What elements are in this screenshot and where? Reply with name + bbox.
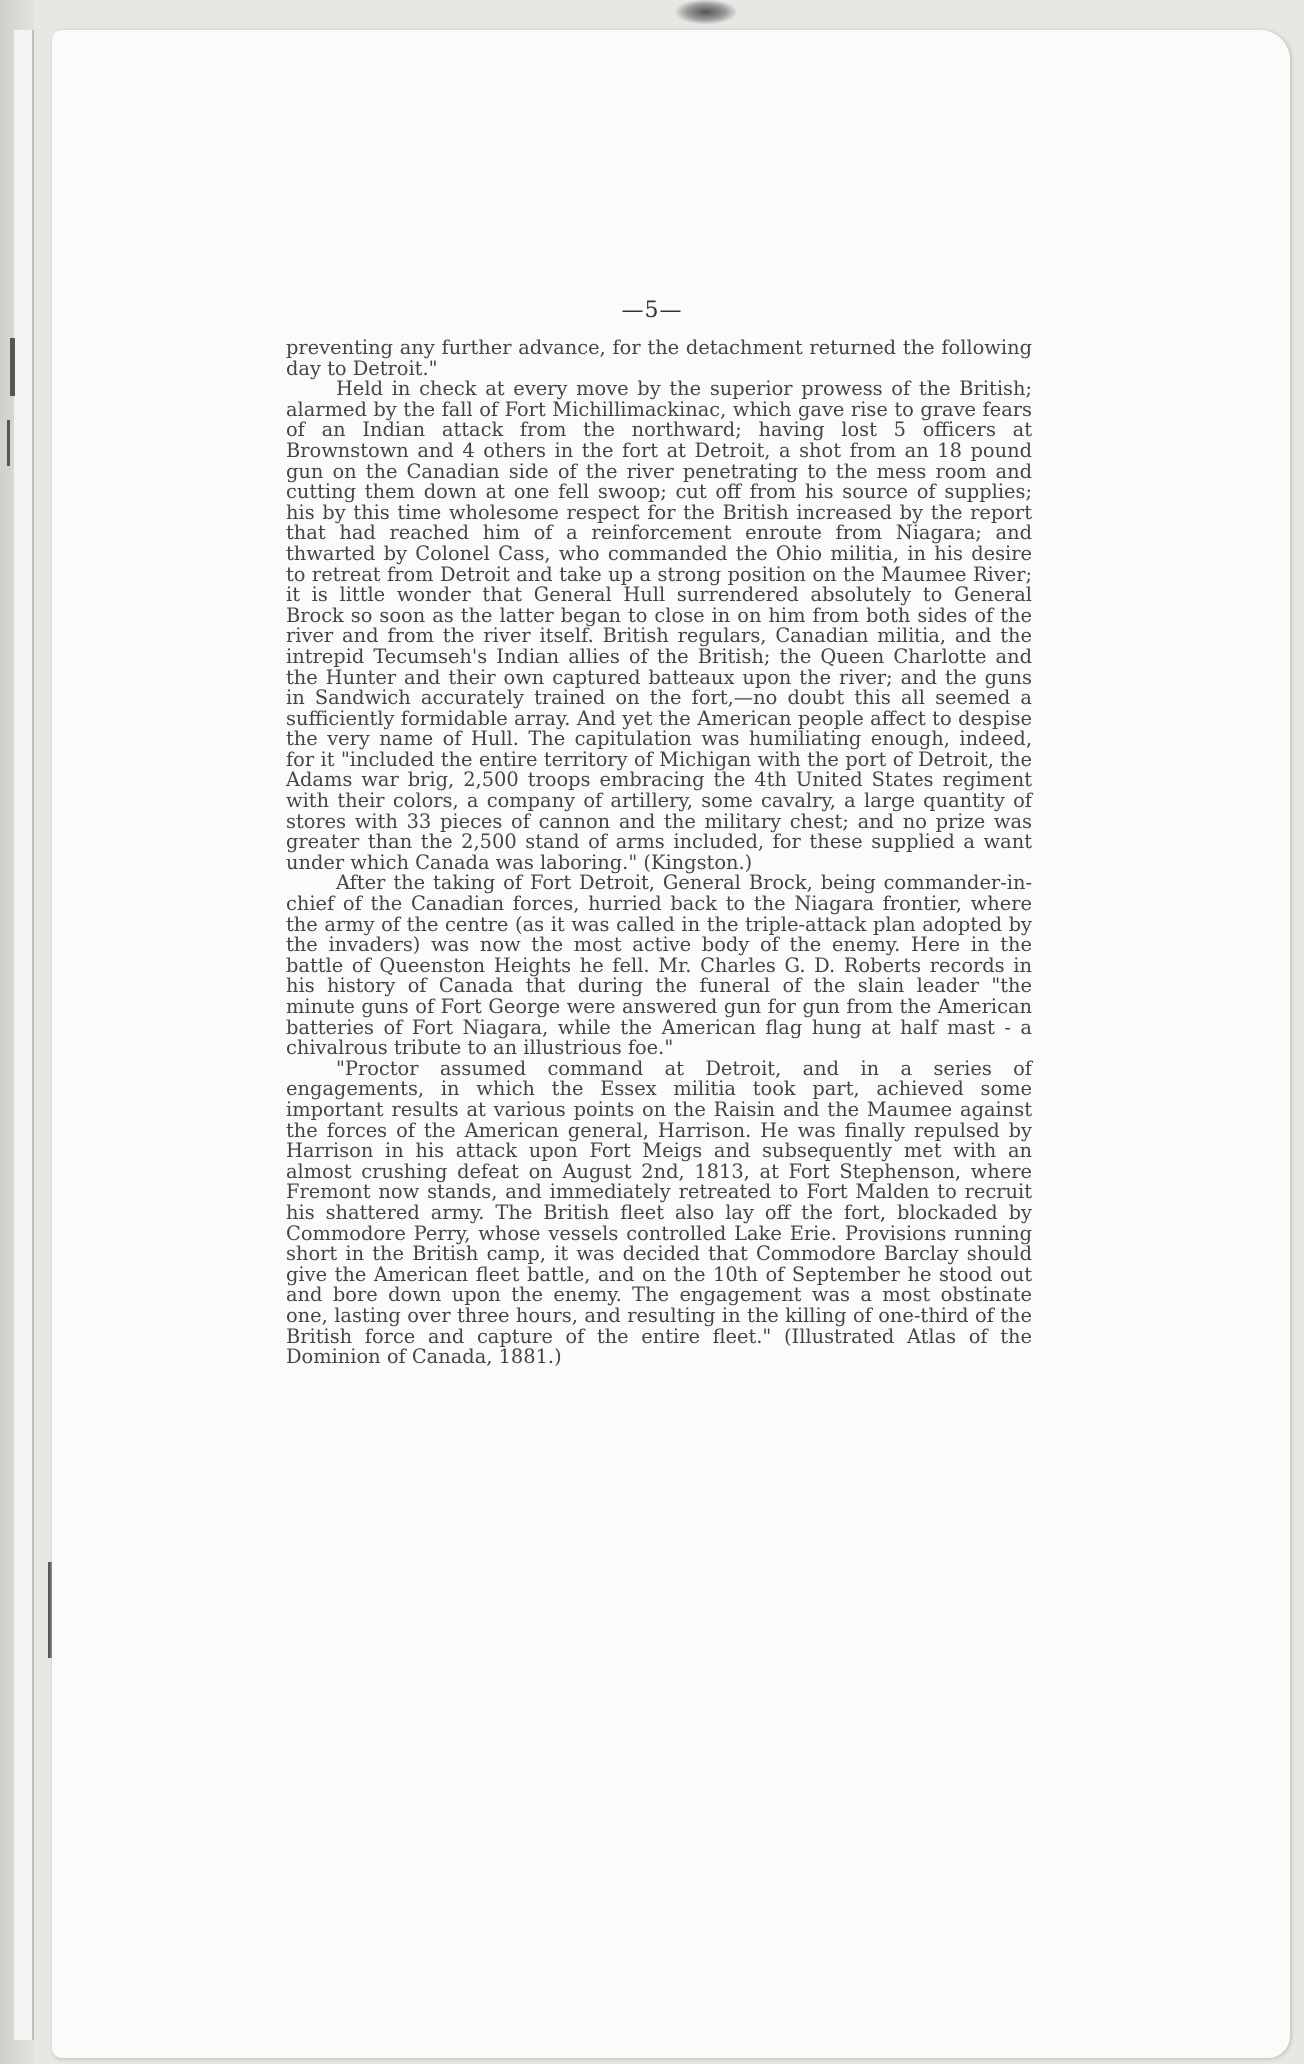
paragraph-1: preventing any further advance, for the detachment returned the following day to Detroit.": [286, 336, 1032, 380]
body-text: [286, 338, 1032, 1368]
paragraph-3: After the taking of Fort Detroit, General Brock, being commander-in-chief of the Canadian forces, hurried back to the Niagara frontier, where the army of the centre (as it was called in the triple-attack plan adopted by the invaders) was now the most active body of the enemy. Here in the battle of Queenston Heights he fell. Mr. Charles G. D. Roberts records in his history of Canada that during the funeral of the slain leader "the minute guns of Fort George were answered gun for gun from the American batteries of Fort Niagara, while the American flag hung at half mast - a chivalrous tribute to an illustrious foe.": [286, 871, 1032, 1060]
scan-smudge: [676, 0, 736, 24]
paragraph-2: Held in check at every move by the superior prowess of the British; alarmed by the fall of Fort Michillimackinac, which gave rise to grave fears of an Indian attack from the northward; having lost 5 officers at Brownstown and 4 others in the fort at Detroit, a shot from an 18 pound gun on the Canadian side of the river penetrating to the mess room and cutting them down at one fell swoop; cut off from his source of supplies; his by this time wholesome respect for the British increased by the report that had reached him of a reinforcement enroute from Niagara; and thwarted by Colonel Cass, who commanded the Ohio militia, in his desire to retreat from Detroit and take up a strong position on the Maumee River; it is little wonder that General Hull surrendered absolutely to General Brock so soon as the latter began to close in on him from both sides of the river and from the river itself. British regulars, Canadian militia, and the intrepid Tecumseh's Indian allies of the British; the Queen Charlotte and the Hunter and their own captured batteaux upon the river; and the guns in Sandwich accurately trained on the fort,—no doubt this all seemed a sufficiently formidable array. And yet the American people affect to despise the very name of Hull. The capitulation was humiliating enough, indeed, for it "included the entire territory of Michigan with the port of Detroit, the Adams war brig, 2,500 troops embracing the 4th United States regiment with their colors, a company of artillery, some cavalry, a large quantity of stores with 33 pieces of cannon and the military chest; and no prize was greater than the 2,500 stand of arms included, for these supplied a want under which Canada was laboring." (Kingston.): [286, 377, 1032, 874]
ink-mark: [10, 338, 15, 396]
page-number: —5—: [621, 298, 683, 323]
ink-mark: [7, 420, 10, 466]
facing-page-strip: [14, 30, 34, 2040]
paragraph-4: "Proctor assumed command at Detroit, and in a series of engagements, in which the Essex militia took part, achieved some important results at various points on the Raisin and the Maumee against the forces of the American general, Harrison. He was finally repulsed by Harrison in his attack upon Fort Meigs and subsequently met with an almost crushing defeat on August 2nd, 1813, at Fort Stephenson, where Fremont now stands, and immediately retreated to Fort Malden to recruit his shattered army. The British fleet also lay off the fort, blockaded by Commodore Perry, whose vessels controlled Lake Erie. Provisions running short in the British camp, it was decided that Commodore Barclay should give the American fleet battle, and on the 10th of September he stood out and bore down upon the enemy. The engagement was a most obstinate one, lasting over three hours, and resulting in the killing of one-third of the British force and capture of the entire fleet." (Illustrated Atlas of the Dominion of Canada, 1881.): [286, 1056, 1032, 1369]
